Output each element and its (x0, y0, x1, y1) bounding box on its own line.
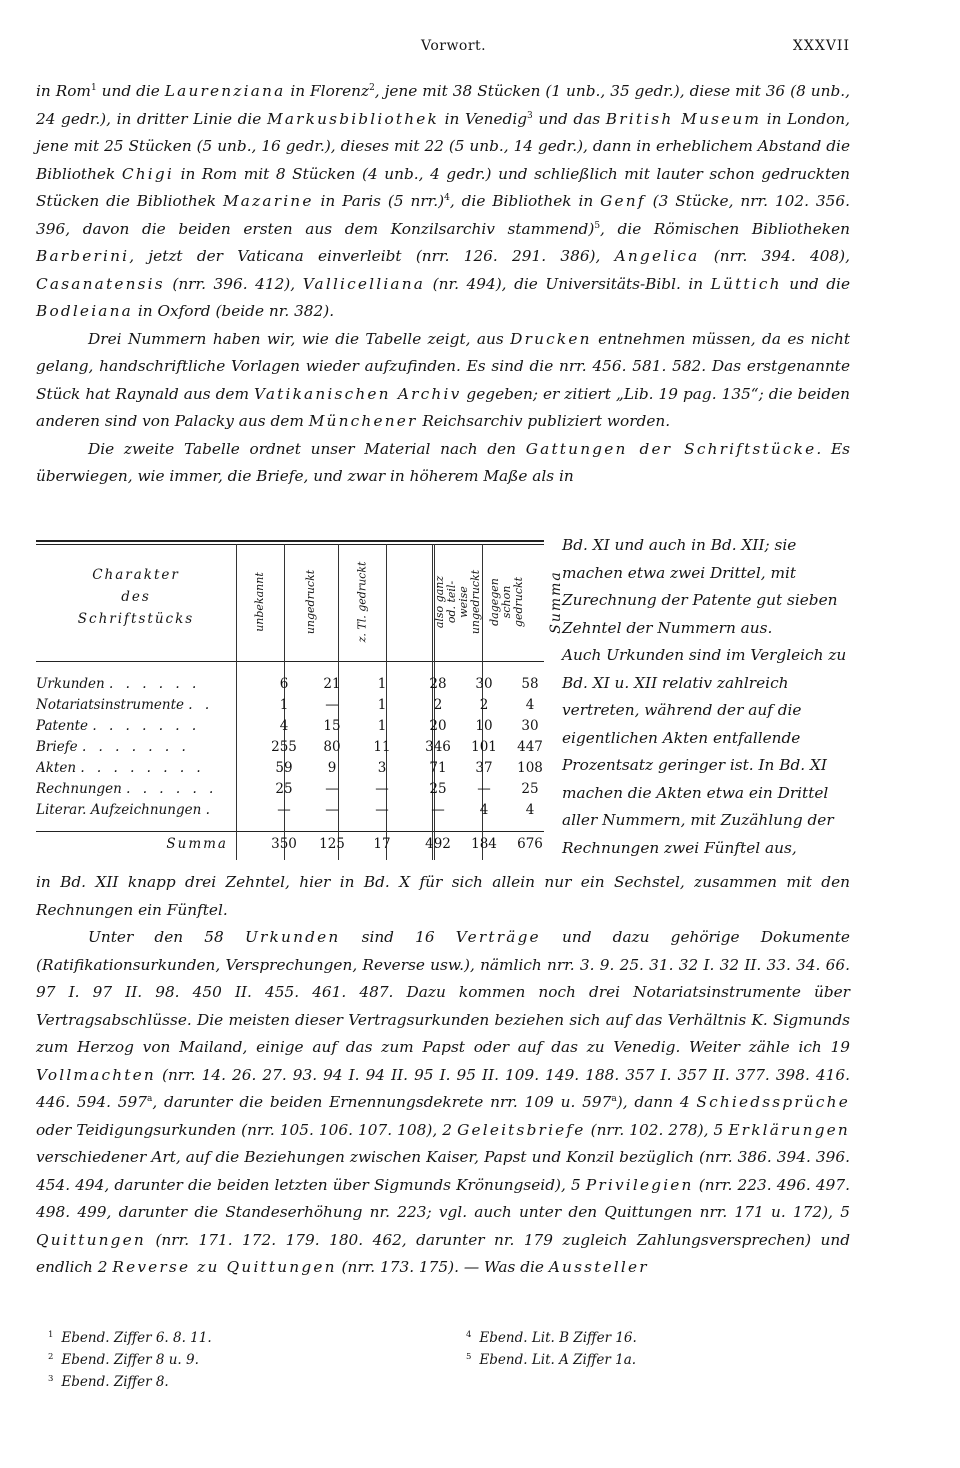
table-row: Rechnungen . . . . . . 25 — — 25 — 25 (36, 781, 539, 797)
header-title: Vorwort. (421, 38, 487, 54)
paragraph-libraries: in Rom$^1$ und die Laurenziana in Florenz$^2$, jene mit 38 Stücken (1 unb., 35 gedr.), diese mit 36 (8 unb., 24 gedr.), in dritter Linie die Markusbibliothek in Venedig$^3$ und das British Museum in London, jene mit 25 Stücken (5 unb., 16 gedr.), dieses mit 22 (5 unb., 14 gedr.), dann in erheblichem Abstand die Bibliothek Chigi in Rom mit 8 Stücken (4 unb., 4 gedr.) und schließlich mit lauter schon gedruckten Stücken die Bibliothek Mazarine in Paris (5 nrr.)$^4$, die Bibliothek in Genf (3 Stücke, nrr. 102. 356. 396, davon die beiden ersten aus dem Konzilsarchiv stammend)$^5$, die Römischen Bibliotheken Barberini, jetzt der Vaticana einverleibt (nrr. 126. 291. 386), Angelica (nrr. 394. 408), Casanatensis (nrr. 396. 412), Vallicelliana (nr. 494), die Universitäts-Bibl. in Lüttich und die Bodleiana in Oxford (beide nr. 382). Drei Nummern haben wir, wie die Tabelle zeigt, aus Drucken entnehmen müssen, da es nicht gelang, handschriftliche Vorlagen wieder aufzufinden. Es sind die nrr. 456. 581. 582. Das erstgenannte Stück hat Raynald aus dem Vatikanischen Archiv gegeben; er zitiert „Lib. 19 pag. 135“; die beiden anderen sind von Palacky aus dem Münchener Reichsarchiv publiziert worden. Die zweite Tabelle ordnet unser Material nach den Gattungen der Schriftstücke. Es überwiegen, wie immer, die Briefe, und zwar in höherem Maße als in (36, 78, 850, 491)
paragraph-urkunden: Unter den 58 Urkunden sind 16 Verträge und dazu gehörige Dokumente (Ratifikationsurkunden, Versprechungen, Reverse usw.), nämlich nrr. 3. 9. 25. 31. 32 I. 32 II. 33. 34. 66. 97 I. 97 II. 98. 450 II. 455. 461. 487. Dazu kommen noch drei Notariatsinstrumente über Vertragsabschlüsse. Die meisten dieser Vertragsurkunden beziehen sich auf das Verhältnis K. Sigmunds zum Herzog von Mailand, einige auf das zum Papst oder auf das zu Venedig. Weiter zähle ich 19 Vollmachten (nrr. 14. 26. 27. 93. 94 I. 94 II. 95 I. 95 II. 109. 149. 188. 357 I. 357 II. 377. 398. 416. 446. 594. 597$^a$, darunter die beiden Ernennungsdekrete nrr. 109 u. 597$^a$), dann 4 Schiedssprüche oder Teidigungsurkunden (nrr. 105. 106. 107. 108), 2 Geleitsbriefe (nrr. 102. 278), 5 Erklärungen verschiedener Art, auf die Beziehungen zwischen Kaiser, Papst und Konzil bezüglich (nrr. 386. 394. 396. 454. 494, darunter die beiden letzten über Sigmunds Krönungseid), 5 Privilegien (nrr. 223. 496. 497. 498. 499, darunter die Standeserhöhung nr. 223; vgl. auch unter den Quittungen nrr. 171 u. 172), 5 Quittungen (nrr. 171. 172. 179. 180. 462, darunter nr. 179 zugleich Zahlungsversprechen) und endlich 2 Reverse zu Quittungen (nrr. 173. 175). — Was die Aussteller (36, 928, 850, 1276)
table-sum-row: Summa 350 125 17 492 184 676 (166, 836, 543, 852)
document-types-table (36, 540, 565, 866)
footnote-5: $^5$ Ebend. Lit. A Ziffer 1a. (466, 1352, 637, 1368)
col-header-ungedruckt: ungedruckt (304, 569, 318, 635)
table-row: Literar. Aufzeichnungen . — — — — 4 4 (36, 802, 535, 818)
paragraph-continuation: in Bd. XII knapp drei Zehntel, hier in Bd. X für sich allein nur ein Sechstel, zusammen mit den Rechnungen ein Fünftel. Unter den 58 Urkunden sind 16 Verträge und dazu gehörige Dokumente (Ratifikationsurkunden, Versprechungen, Reverse usw.), nämlich nrr. 3. 9. 25. 31. 32 I. 32 II. 33. 34. 66. 97 I. 97 II. 98. 450 II. 455. 461. 487. Dazu kommen noch drei Notariatsinstrumente über Vertragsabschlüsse. Die meisten dieser Vertragsurkunden beziehen sich auf das Verhältnis K. Sigmunds zum Herzog von Mailand, einige auf das zum Papst oder auf das zu Venedig. Weiter zähle ich 19 Vollmachten (nrr. 14. 26. 27. 93. 94 I. 94 II. 95 I. 95 II. 109. 149. 188. 357 I. 357 II. 377. 398. 416. 446. 594. 597$^a$, darunter die beiden Ernennungsdekrete nrr. 109 u. 597$^a$), dann 4 Schiedssprüche oder Teidigungsurkunden (nrr. 105. 106. 107. 108), 2 Geleitsbriefe (nrr. 102. 278), 5 Erklärungen verschiedener Art, auf die Beziehungen zwischen Kaiser, Papst und Konzil bezüglich (nrr. 386. 394. 396. 454. 494, darunter die beiden letzten über Sigmunds Krönungseid), 5 Privilegien (nrr. 223. 496. 497. 498. 499, darunter die Standeserhöhung nr. 223; vgl. auch unter den Quittungen nrr. 171 u. 172), 5 Quittungen (nrr. 171. 172. 179. 180. 462, darunter nr. 179 zugleich Zahlungsversprechen) und endlich 2 Reverse zu Quittungen (nrr. 173. 175). — Was die Aussteller (36, 869, 850, 1282)
col-header-teilweise-gedruckt: z. Tl. gedruckt (355, 561, 369, 643)
footnote-2: $^2$ Ebend. Ziffer 8 u. 9. (48, 1352, 199, 1368)
sidebar-text: Bd. XI und auch in Bd. XII; sie machen etwa zwei Drittel, mit Zurechnung der Patente gut sieben Zehntel der Nummern aus. Auch Urkunden sind im Vergleich zu Bd. XI u. XII relativ zahlreich vertreten, während der auf die eigentlichen Akten entfallende Prozentsatz geringer ist. In Bd. XI machen die Akten etwa ein Drittel aller Nummern, mit Zuzählung der Rechnungen zwei Fünftel aus, (562, 536, 847, 857)
footnote-1: $^1$ Ebend. Ziffer 6. 8. 11. (48, 1330, 212, 1346)
footnote-4: $^4$ Ebend. Lit. B Ziffer 16. (466, 1330, 637, 1346)
col-header-gedruckt: dagegen schon gedruckt (488, 576, 526, 628)
table-char-header: Charakter des Schriftstücks (77, 567, 195, 627)
col-header-summa: Summa (548, 570, 565, 634)
footnote-3: $^3$ Ebend. Ziffer 8. (48, 1374, 169, 1390)
paragraph-second-table: Die zweite Tabelle ordnet unser Material nach den Gattungen der Schriftstücke. Es überwiegen, wie immer, die Briefe, und zwar in höherem Maße als in (36, 439, 851, 485)
paragraph-prints: Drei Nummern haben wir, wie die Tabelle zeigt, aus Drucken entnehmen müssen, da es nicht gelang, handschriftliche Vorlagen wieder aufzufinden. Es sind die nrr. 456. 581. 582. Das erstgenannte Stück hat Raynald aus dem Vatikanischen Archiv gegeben; er zitiert „Lib. 19 pag. 135“; die beiden anderen sind von Palacky aus dem Münchener Reichsarchiv publiziert worden. (36, 329, 850, 430)
table-row: Akten . . . . . . . . 59 9 3 71 37 108 (36, 760, 543, 776)
table-row: Notariatsinstrumente . . 1 — 1 2 2 4 (36, 697, 535, 713)
col-header-ungedruckt-total: also ganz od. teil-weise ungedruckt (433, 569, 482, 635)
col-header-unbekannt: unbekannt (253, 572, 267, 632)
table-row: Urkunden . . . . . . 6 21 1 28 30 58 (36, 676, 539, 692)
table-row: Briefe . . . . . . . 255 80 11 346 101 447 (36, 739, 543, 755)
page-number: XXXVII (792, 38, 850, 54)
table-row: Patente . . . . . . . 4 15 1 20 10 30 (36, 718, 539, 734)
running-header (36, 38, 864, 60)
